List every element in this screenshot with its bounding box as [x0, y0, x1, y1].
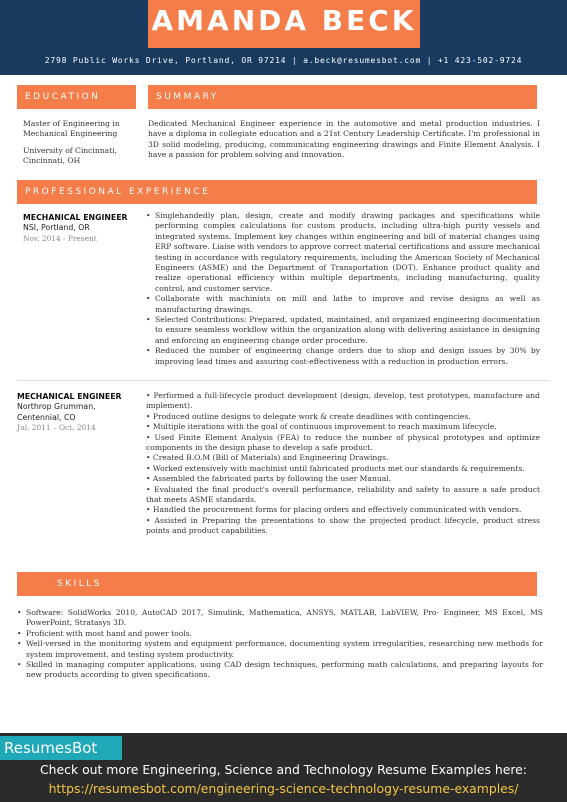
job-1-dates: Nov. 2014 - Present: [23, 233, 97, 243]
list-item: • Collaborate with machinists on mill and lathe to improve and revise designs as well as manufacturing drawings.: [146, 294, 540, 315]
list-item: • Proficient with most hand and power tools.: [17, 629, 543, 639]
summary-heading: SUMMARY: [148, 85, 537, 109]
job-2-header: [17, 392, 142, 434]
resumesbot-logo[interactable]: ResumesBot: [0, 736, 122, 760]
list-item: • Used Finite Element Analysis (FEA) to reduce the number of physical prototypes and optimize components in the design phase to develop a safe product.: [146, 432, 540, 453]
candidate-name: AMANDA BECK: [151, 4, 417, 37]
list-item: • Singlehandedly plan, design, create and modify drawing packages and specifications while performing complex calculations for custom products, including ultra-high purity vessels and integrated systems. Implement key changes within engineering and bill of material changes using ERP software. Liaise with vendors to approve correct material certifications and assure mechanical testing in accordance with regulatory requirements, including the American Society of Mechanical Engineers (ASME) and the Department of Transportation (DOT). Enhance product quality and realize operational efficiency within multiple departments, including manufacturing, quality control, and customer service.: [146, 211, 540, 294]
experience-heading: PROFESSIONAL EXPERIENCE: [17, 180, 537, 204]
job-1-header: [23, 213, 143, 244]
skills-heading: SKILLS: [17, 572, 537, 596]
job-2-dates: Jul. 2011 – Oct. 2014: [17, 423, 96, 433]
contact-line: 2798 Public Works Drive, Portland, OR 97214 | a.beck@resumesbot.com | +1 423-502-9724: [44, 56, 523, 65]
list-item: • Reduced the number of engineering change orders due to shop and design issues by 30% by improving lead times and assuring cost-effectiveness with a reduction in production errors.: [146, 346, 540, 367]
education-heading: EDUCATION: [17, 85, 136, 109]
header-banner: [0, 0, 567, 75]
list-item: • Software: SolidWorks 2010, AutoCAD 2017, Simulink, Mathematica, ANSYS, MATLAB, LabVIEW, Pro- Engineer, MS Excel, MS PowerPoint, Stratasys 3D.: [17, 608, 543, 629]
job-1-bullets: [146, 211, 540, 367]
job-1-title: MECHANICAL ENGINEER: [23, 213, 128, 222]
list-item: • Created B.O.M (Bill of Materials) and Engineering Drawings.: [146, 453, 389, 463]
skills-list: [17, 608, 543, 681]
footer-promo-text: Check out more Engineering, Science and Technology Resume Examples here:: [40, 762, 527, 777]
list-item: • Multiple iterations with the goal of continuous improvement to reach maximum lifecycle.: [146, 422, 497, 432]
list-item: • Worked extensively with machinist until fabricated products met our standards & requirements.: [146, 463, 525, 473]
job-2-company: Northrop Grumman, Centennial, CO: [17, 402, 96, 422]
list-item: • Produced outline designs to delegate work & create deadlines with contingencies.: [146, 411, 471, 421]
list-item: • Selected Contributions: Prepared, updated, maintained, and organized engineering documentation to ensure seamless workflow within the organization along with delivering assistance in designing and enforcing an engineering change order procedure.: [146, 315, 540, 346]
job-2-bullets: [146, 391, 540, 537]
list-item: • Performed a full-lifecycle product development (design, develop, test prototypes, manufacture and implement).: [146, 391, 540, 411]
list-item: • Skilled in managing computer applications, using CAD design techniques, performing math calculations, and preparing layouts for new products according to given specifications.: [17, 660, 543, 681]
job-1-company: NSI, Portland, OR: [23, 223, 90, 233]
name-box: [148, 0, 420, 48]
list-item: • Evaluated the final product's overall performance, reliability and safety to assure a safe product that meets ASME standards.: [146, 484, 540, 505]
divider: [17, 380, 550, 381]
education-details: [23, 119, 138, 167]
list-item: • Handled the procurement forms for placing orders and effectively communicated with vendors.: [146, 505, 522, 515]
education-school: University of Cincinnati, Cincinnati, OH: [23, 145, 118, 166]
list-item: • Assembled the fabricated parts by following the user Manual.: [146, 474, 392, 484]
summary-text: Dedicated Mechanical Engineer experience in the automotive and metal production industries. I have a diploma in collegiate education and a 21st Century Leadership Certificate. I'm professional in 3D solid modeling, producing, communicating engineering drawings and Finite Element Analysis. I have a passion for problem solving and innovation.: [148, 119, 540, 160]
list-item: • Assisted in Preparing the presentations to show the projected product lifecycle, product stress points and product capabilities.: [146, 515, 540, 536]
list-item: • Well-versed in the monitoring system and equipment performance, documenting system irregularities, researching new methods for system improvement, and testing system productivity.: [17, 639, 543, 660]
education-degree: Master of Engineering in Mechanical Engineering: [23, 119, 120, 139]
job-2-title: MECHANICAL ENGINEER: [17, 392, 122, 401]
footer-link[interactable]: https://resumesbot.com/engineering-science-technology-resume-examples/: [48, 781, 519, 796]
